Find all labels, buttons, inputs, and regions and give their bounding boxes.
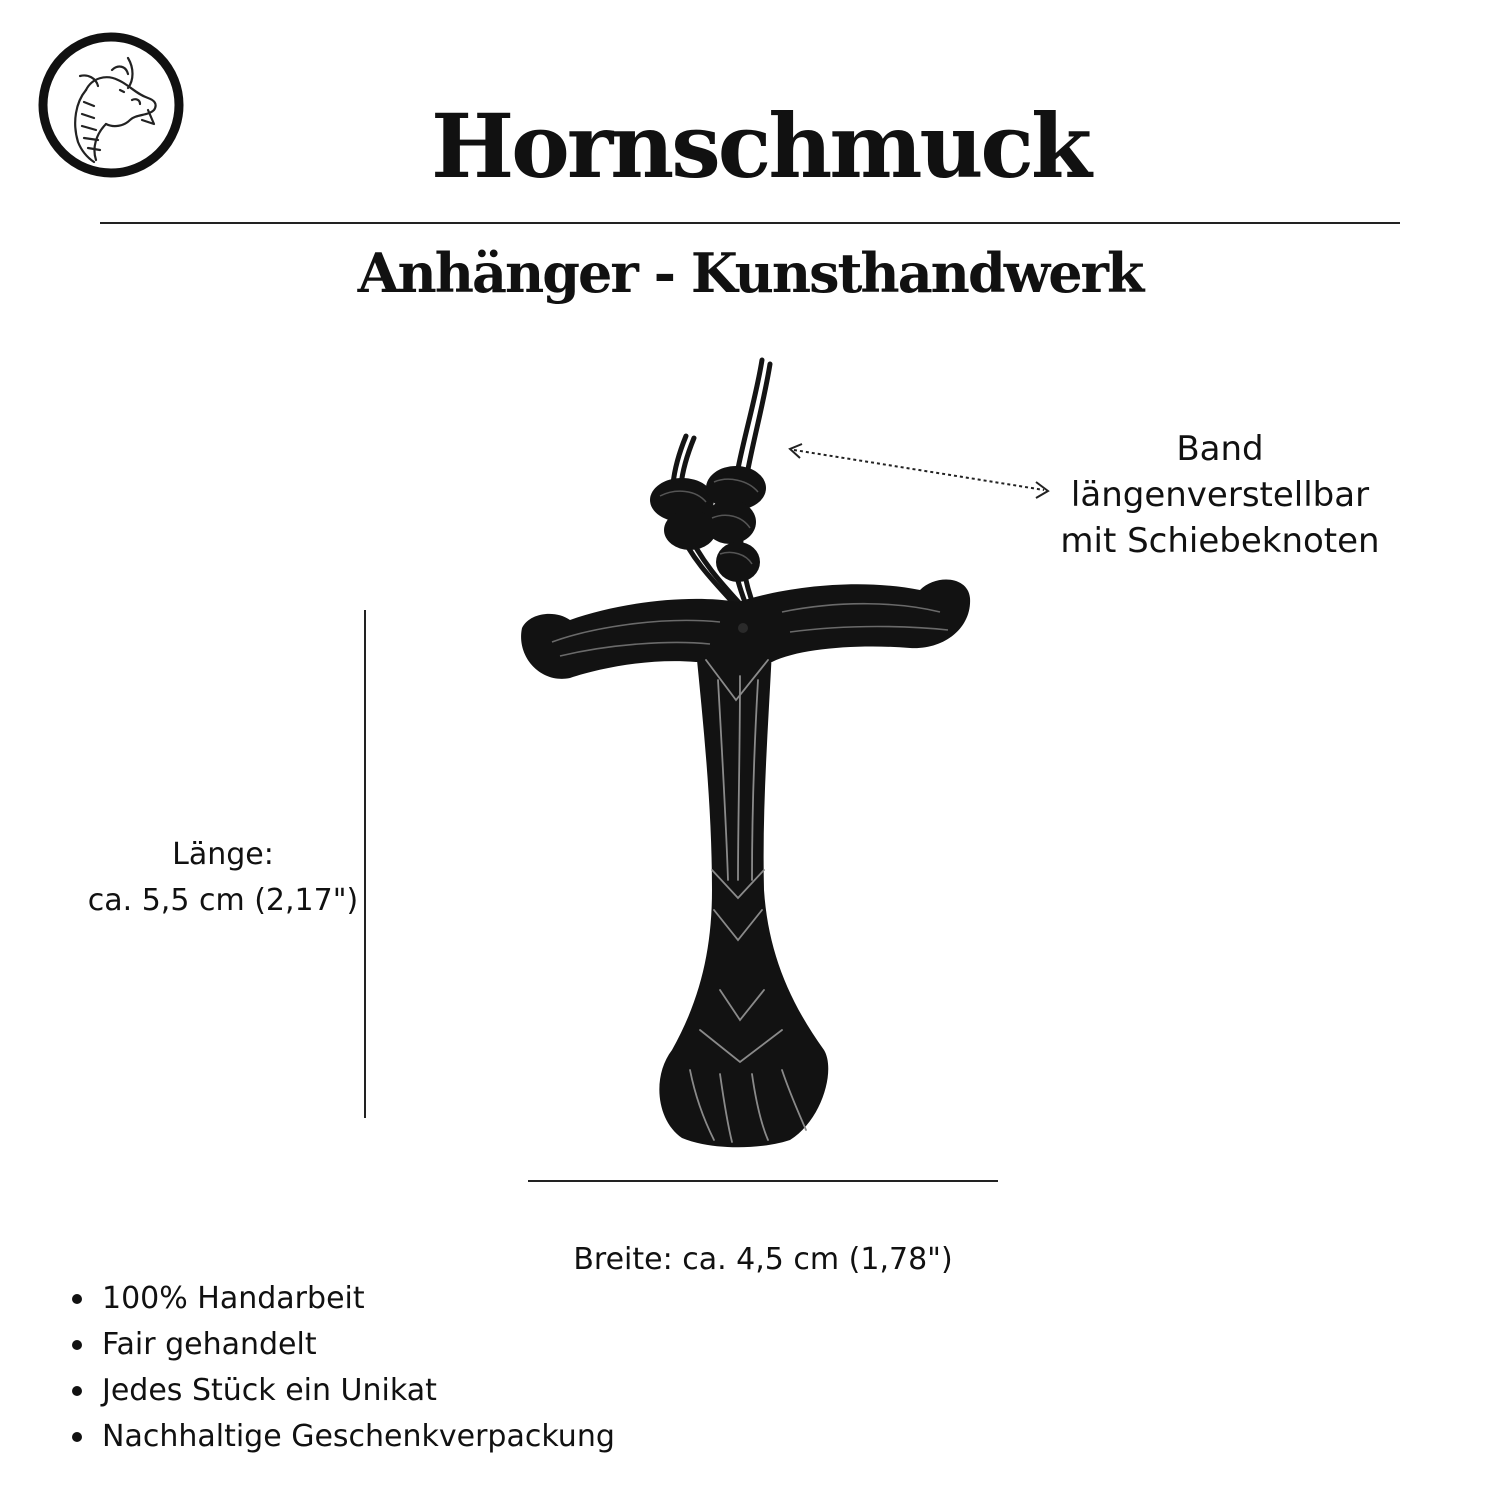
page-subtitle: Anhänger - Kunsthandwerk <box>357 241 1143 305</box>
length-label: Länge: <box>172 837 274 872</box>
feature-text: Nachhaltige Geschenkverpackung <box>102 1419 615 1454</box>
title-divider <box>100 222 1400 224</box>
bullet-icon <box>72 1432 82 1442</box>
band-note-line: mit Schiebeknoten <box>1060 521 1380 561</box>
bullet-icon <box>72 1294 82 1304</box>
list-item <box>66 1368 615 1414</box>
feature-text: 100% Handarbeit <box>102 1281 365 1316</box>
width-note: Breite: ca. 4,5 cm (1,78") <box>573 1242 953 1277</box>
width-dimension-line <box>528 1180 998 1182</box>
length-note <box>60 832 386 924</box>
list-item <box>66 1276 615 1322</box>
band-adjustable-note <box>1040 426 1400 564</box>
bullet-icon <box>72 1386 82 1396</box>
list-item <box>66 1414 615 1460</box>
feature-text: Fair gehandelt <box>102 1327 317 1362</box>
band-note-line: Band <box>1176 429 1264 469</box>
feature-text: Jedes Stück ein Unikat <box>102 1373 437 1408</box>
band-pointer-arrow <box>780 430 1060 510</box>
bullet-icon <box>72 1340 82 1350</box>
page-title: Hornschmuck <box>431 94 1089 198</box>
band-note-line: längenverstellbar <box>1070 475 1370 515</box>
feature-list <box>66 1276 615 1460</box>
length-value: ca. 5,5 cm (2,17") <box>87 883 359 918</box>
list-item <box>66 1322 615 1368</box>
